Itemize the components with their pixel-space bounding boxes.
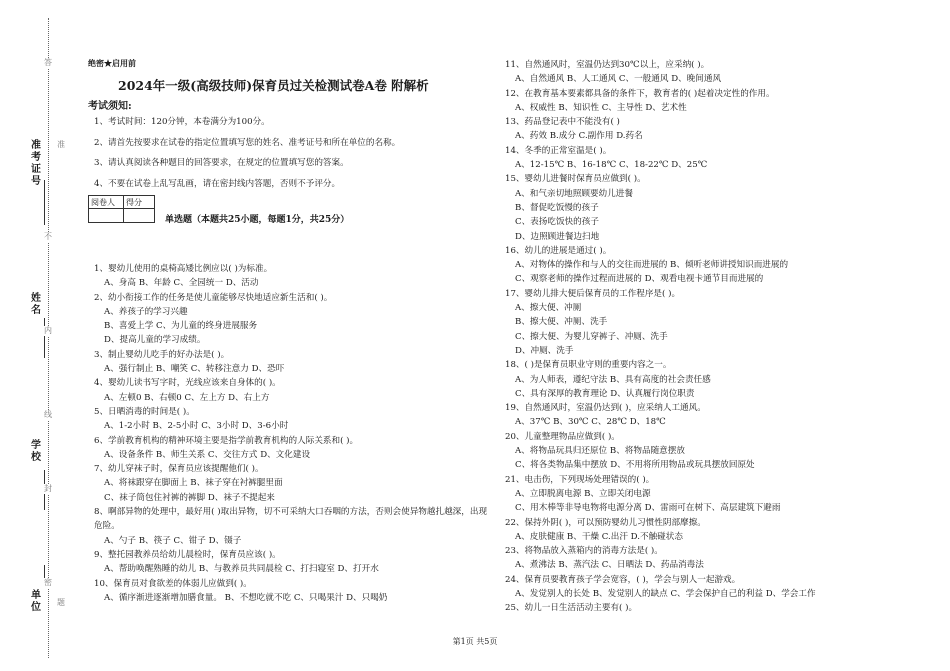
- question-line: 3、制止婴幼儿吃手的好办法是( )。: [94, 349, 230, 360]
- question-column-right: [505, 58, 816, 616]
- option-line: A、皮肤健康 B、干燥 C.出汗 D.不触碰状态: [515, 531, 683, 542]
- question-line: 23、将物品放入蒸箱内的消毒方法是( )。: [505, 546, 663, 557]
- question-line: 12、在教育基本要素都具备的条件下，教育者的( )起着决定性的作用。: [505, 88, 775, 99]
- name-label: 姓名: [31, 293, 41, 316]
- grader-label: 阅卷人: [89, 196, 124, 209]
- question-line: 22、保持外阴( )，可以预防婴幼儿习惯性阴部摩擦。: [505, 517, 706, 528]
- score-cell[interactable]: [124, 209, 155, 223]
- option-line: A、擦大便、冲厕: [515, 303, 582, 314]
- name-line: [44, 318, 45, 358]
- unit-label: 单位: [31, 590, 41, 613]
- question-line: 21、电击伤，下列现场处理错误的( )。: [505, 474, 655, 485]
- question-line: 24、保育员要教育孩子学会宽容，( )，学会与别人一起游戏。: [505, 574, 741, 585]
- option-line: A、立即脱离电源 B、立即关闭电源: [515, 488, 651, 499]
- option-line: A、1-2小时 B、2-5小时 C、3小时 D、3-6小时: [104, 421, 289, 432]
- option-line: A、和气亲切地照顾要幼儿进餐: [515, 188, 633, 199]
- option-line: A、循序渐进逐渐增加膳食量。 B、不想吃就不吃 C、只喝果汁 D、只喝奶: [104, 592, 388, 603]
- seal-dotted-line: [48, 18, 49, 658]
- question-line: 4、婴幼儿读书写字时，光线应该来自身体的( )。: [94, 378, 281, 389]
- question-line: 10、保育员对食欲差的体弱儿应做到( )。: [94, 578, 252, 589]
- question-column-left: [94, 262, 494, 605]
- option-line: A、为人师表，遵纪守法 B、具有高度的社会责任感: [515, 374, 711, 385]
- exam-number-label: 准考证号: [31, 140, 41, 187]
- seal-mark: 内: [44, 326, 52, 335]
- option-line: A、设备条件 B、师生关系 C、交往方式 D、文化建设: [104, 449, 311, 460]
- notice-item: 2、请首先按要求在试卷的指定位置填写您的姓名、准考证号和所在单位的名称。: [94, 137, 401, 148]
- option-line: B、督促吃饭慢的孩子: [515, 202, 599, 213]
- question-line: 5、日晒消毒的时间是( )。: [94, 406, 195, 417]
- option-line: A、左顿0 B、右顿0 C、左上方 D、右上方: [104, 392, 270, 403]
- question-line: 13、药品登记表中不能没有( ): [505, 117, 620, 128]
- seal-mark: 答: [44, 58, 52, 67]
- seal-mark: 题: [57, 598, 65, 607]
- option-line: A、发觉别人的长处 B、发觉别人的缺点 C、学会保护自己的利益 D、学会工作: [515, 588, 816, 599]
- option-line: A、煮沸法 B、蒸汽法 C、日晒法 D、药品消毒法: [515, 560, 704, 571]
- question-line: 11、自然通风时，室温仍达到30℃以上，应采纳( )。: [505, 60, 710, 70]
- option-line: A、勺子 B、筷子 C、钳子 D、镊子: [104, 535, 242, 546]
- question-line: 9、整托园教养员给幼儿晨检时，保育员应该( )。: [94, 549, 281, 560]
- question-line: 18、( )是保育员职业守则的重要内容之一。: [505, 360, 672, 371]
- question-line: 19、自然通风时，室温仍达到( )，应采纳人工通风。: [505, 403, 706, 414]
- seal-mark: 密: [44, 578, 52, 587]
- option-line: A、身高 B、年龄 C、全园统一 D、活动: [104, 278, 259, 289]
- question-line: 7、幼儿穿袜子时，保育员应该提醒他们( )。: [94, 464, 264, 475]
- option-line: C、袜子筒包住衬裤的裤脚 D、袜子不提起来: [104, 492, 275, 503]
- option-line: A、权威性 B、知识性 C、主导性 D、艺术性: [515, 102, 687, 113]
- notice-item: 1、考试时间：120分钟，本卷满分为100分。: [94, 117, 270, 127]
- question-line: 17、婴幼儿排大便后保育员的工作程序是( )。: [505, 288, 681, 299]
- seal-mark: 不: [44, 232, 52, 241]
- option-line: B、擦大便、冲厕、洗手: [515, 317, 608, 328]
- option-line: A、37℃ B、30℃ C、28℃ D、18℃: [515, 417, 666, 428]
- question-line: 14、冬季的正常室温是( )。: [505, 145, 612, 156]
- option-line: C、具有深厚的教育理论 D、认真履行岗位职责: [515, 388, 695, 399]
- seal-mark: 线: [44, 410, 52, 419]
- option-line: C、观察老师的操作过程而进展的 D、观看电视卡通节目而进展的: [515, 274, 764, 285]
- option-line: A、自然通风 B、人工通风 C、一般通风 D、晚间通风: [515, 74, 722, 85]
- option-line: A、将物品玩具归还原位 B、将物品随意摆放: [515, 446, 685, 457]
- option-line: A、12-15℃ B、16-18℃ C、18-22℃ D、25℃: [515, 160, 708, 171]
- option-line: C、擦大便、为婴儿穿裤子、冲厕、洗手: [515, 331, 668, 342]
- binding-margin: [0, 0, 80, 671]
- question-line: 1、婴幼儿使用的桌椅高矮比例应以( )为标准。: [94, 264, 273, 274]
- secret-label: 绝密★启用前: [88, 58, 136, 68]
- grader-cell[interactable]: [89, 209, 124, 223]
- notice-heading: 考试须知:: [88, 101, 132, 112]
- question-line: 2、幼小衔接工作的任务是使儿童能够尽快地适应新生活和( )。: [94, 292, 333, 303]
- notice-list: [94, 115, 400, 197]
- option-line: A、药效 B.成分 C.副作用 D.药名: [515, 131, 643, 142]
- question-line: 15、婴幼儿进餐时保育员应做到( )。: [505, 174, 646, 185]
- school-label: 学校: [31, 440, 41, 463]
- option-line: B、喜爱上学 C、为儿童的终身进展服务: [104, 321, 258, 332]
- page-footer: 第1页 共5页: [452, 637, 498, 646]
- exam-number-line: [44, 180, 45, 225]
- notice-item: 3、请认真阅读各种题目的回答要求，在规定的位置填写您的答案。: [94, 158, 349, 168]
- question-line: 16、幼儿的进展是通过( )。: [505, 245, 612, 256]
- option-line: A、对物体的操作和与人的交往而进展的 B、倾听老师讲授知识而进展的: [515, 260, 789, 271]
- notice-item: 4、不要在试卷上乱写乱画，请在密封线内答题，否则不予评分。: [94, 178, 341, 189]
- page-title: 2024年一级(高级技师)保育员过关检测试卷A卷 附解析: [118, 78, 429, 93]
- question-line: 20、儿童整理物品应做到( )。: [505, 431, 620, 442]
- seal-mark: 封: [44, 484, 52, 493]
- option-line: C、将各类物品集中摆放 D、不用将所用物品或玩具摆放回原处: [515, 460, 755, 471]
- score-label: 得分: [124, 196, 155, 209]
- option-line: A、将袜跟穿在脚面上 B、袜子穿在衬裤腿里面: [104, 478, 283, 489]
- option-line: A、帮助唤醒熟睡的幼儿 B、与教养员共同晨检 C、打扫寝室 D、打开水: [104, 564, 379, 575]
- score-box: [88, 195, 155, 223]
- seal-mark: 准: [57, 140, 65, 149]
- question-line: 8、啊部异物的处理中，最好用( )取出异物，切不可采纳大口吞咽的方法，否则会使异物越扎越深，出现危险。: [94, 507, 488, 532]
- option-line: A、养孩子的学习兴趣: [104, 306, 188, 317]
- question-line: 6、学前教育机构的精神环境主要是指学前教育机构的人际关系和( )。: [94, 435, 359, 446]
- option-line: A、强行制止 B、嘲笑 C、转移注意力 D、恐吓: [104, 364, 285, 375]
- option-line: C、用木棒等非导电物将电源分离 D、雷雨可在树下、高层建筑下避雨: [515, 503, 781, 514]
- option-line: D、边照顾进餐边扫地: [515, 231, 600, 242]
- question-line: 25、幼儿一日生活活动主要有( )。: [505, 603, 638, 614]
- option-line: D、提高儿童的学习成绩。: [104, 335, 206, 346]
- option-line: D、冲厕、洗手: [515, 345, 574, 356]
- section-heading: 单选题（本题共25小题，每题1分，共25分）: [165, 215, 350, 225]
- option-line: C、表扬吃饭快的孩子: [515, 217, 599, 228]
